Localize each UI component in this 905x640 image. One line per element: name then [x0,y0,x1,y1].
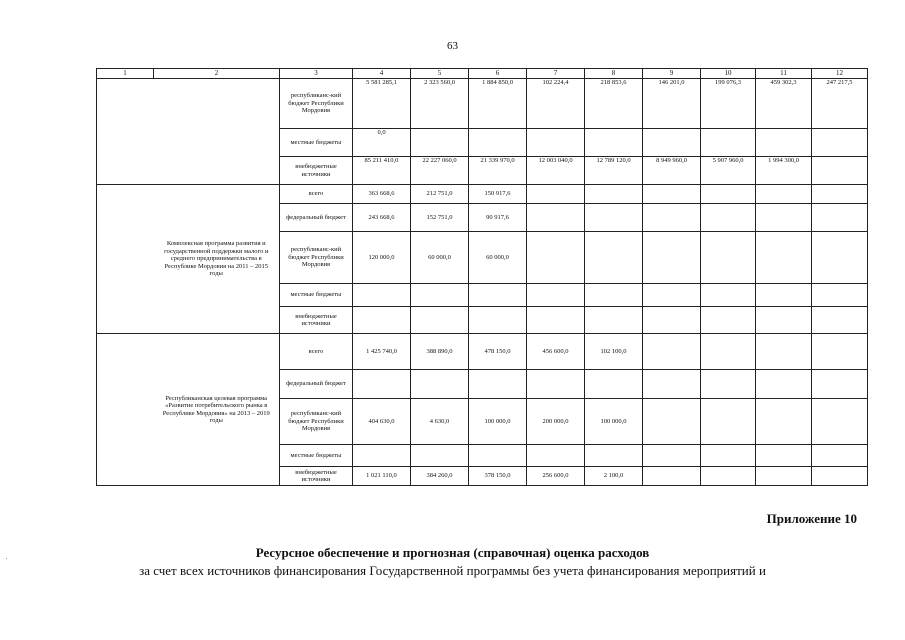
amount-cell: 146 201,0 [643,79,701,129]
funding-source-cell: федеральный бюджет [280,370,353,399]
funding-source-cell: всего [280,334,353,370]
amount-cell [812,445,868,467]
amount-cell [812,370,868,399]
row-group-number-cell [97,79,154,185]
amount-cell [701,129,756,157]
amount-cell: 384 260,0 [411,467,469,486]
amount-cell [353,370,411,399]
amount-cell [701,307,756,334]
funding-source-cell: внебюджетные источники [280,157,353,185]
amount-cell [411,445,469,467]
document-subtitle: за счет всех источников финансирования Государственной программы без учета финансирования мероприятий и [139,563,766,578]
funding-source-cell: республиканс-кий бюджет Республики Мордовия [280,79,353,129]
amount-cell [643,129,701,157]
program-name-cell: Республиканская целевая программа «Развитие потребительского рынка в Республике Мордовия» на 2013 – 2019 годы [154,334,280,486]
column-number-cell: 7 [527,69,585,79]
appendix-label: Приложение 10 [766,511,857,526]
column-number-cell: 5 [411,69,469,79]
amount-cell [643,334,701,370]
column-number-cell: 9 [643,69,701,79]
amount-cell: 60 000,0 [411,232,469,284]
amount-cell [411,129,469,157]
amount-cell [756,307,812,334]
amount-cell [527,129,585,157]
column-number-cell: 11 [756,69,812,79]
program-name-cell [154,79,280,185]
amount-cell: 8 949 960,0 [643,157,701,185]
amount-cell: 5 907 960,0 [701,157,756,185]
amount-cell [756,185,812,204]
amount-cell [701,232,756,284]
budget-table [96,68,868,486]
amount-cell: 1 994 300,0 [756,157,812,185]
row-group-number-cell [97,185,154,334]
amount-cell [701,399,756,445]
amount-cell [527,232,585,284]
amount-cell: 247 217,5 [812,79,868,129]
amount-cell: 199 076,3 [701,79,756,129]
amount-cell [585,307,643,334]
amount-cell [353,284,411,307]
amount-cell: 218 853,6 [585,79,643,129]
amount-cell [756,445,812,467]
amount-cell: 212 751,0 [411,185,469,204]
table-header-row [97,69,868,79]
amount-cell: 363 668,6 [353,185,411,204]
amount-cell: 2 323 560,0 [411,79,469,129]
amount-cell: 21 339 970,0 [469,157,527,185]
column-number-cell: 1 [97,69,154,79]
amount-cell [756,399,812,445]
column-number-cell: 2 [154,69,280,79]
amount-cell [756,204,812,232]
amount-cell [643,232,701,284]
amount-cell: 22 227 060,0 [411,157,469,185]
amount-cell [469,284,527,307]
amount-cell [812,157,868,185]
column-number-cell: 10 [701,69,756,79]
funding-source-cell: республиканс-кий бюджет Республики Мордовия [280,232,353,284]
amount-cell [756,129,812,157]
row-group-number-cell [97,334,154,486]
amount-cell [643,307,701,334]
amount-cell [527,185,585,204]
amount-cell [585,232,643,284]
amount-cell [585,445,643,467]
table-row [97,79,868,129]
program-name-cell: Комплексная программа развития и государственной поддержки малого и среднего предпринимательства в Республике Мордовия на 2011 – 2015 годы [154,185,280,334]
amount-cell [812,232,868,284]
amount-cell: 100 000,0 [585,399,643,445]
amount-cell: 120 000,0 [353,232,411,284]
amount-cell: 5 581 285,1 [353,79,411,129]
amount-cell: 60 000,0 [469,232,527,284]
amount-cell [756,370,812,399]
amount-cell [527,370,585,399]
amount-cell [411,370,469,399]
amount-cell [585,129,643,157]
funding-source-cell: внебюджетные источники [280,467,353,486]
amount-cell: 1 884 850,0 [469,79,527,129]
amount-cell: 90 917,6 [469,204,527,232]
amount-cell [812,334,868,370]
amount-cell: 456 600,0 [527,334,585,370]
amount-cell: 100 000,0 [469,399,527,445]
amount-cell [812,399,868,445]
funding-source-cell: местные бюджеты [280,445,353,467]
funding-source-cell: федеральный бюджет [280,204,353,232]
amount-cell [643,185,701,204]
amount-cell: 0,0 [353,129,411,157]
document-title: Ресурсное обеспечение и прогнозная (справочная) оценка расходов [255,545,650,560]
amount-cell [527,284,585,307]
table-row [97,185,868,204]
budget-table-body [97,69,868,486]
amount-cell [701,204,756,232]
amount-cell: 459 302,3 [756,79,812,129]
amount-cell [756,284,812,307]
amount-cell [812,204,868,232]
amount-cell: 150 917,6 [469,185,527,204]
table-row [97,334,868,370]
amount-cell [585,185,643,204]
amount-cell: 85 211 410,0 [353,157,411,185]
amount-cell [701,185,756,204]
amount-cell [411,284,469,307]
amount-cell [643,467,701,486]
amount-cell [469,445,527,467]
amount-cell: 102 100,0 [585,334,643,370]
amount-cell [527,445,585,467]
amount-cell: 243 668,6 [353,204,411,232]
amount-cell [585,370,643,399]
amount-cell: 388 890,0 [411,334,469,370]
amount-cell [643,399,701,445]
amount-cell: 256 600,0 [527,467,585,486]
amount-cell [701,467,756,486]
amount-cell [643,284,701,307]
amount-cell [643,204,701,232]
amount-cell: 200 000,0 [527,399,585,445]
amount-cell [812,307,868,334]
amount-cell: 1 425 740,0 [353,334,411,370]
amount-cell [701,284,756,307]
funding-source-cell: местные бюджеты [280,284,353,307]
amount-cell [527,307,585,334]
amount-cell: 152 751,0 [411,204,469,232]
amount-cell [812,284,868,307]
amount-cell: 378 150,0 [469,467,527,486]
amount-cell: 12 003 040,0 [527,157,585,185]
amount-cell [585,204,643,232]
amount-cell [353,307,411,334]
amount-cell [469,307,527,334]
amount-cell [812,129,868,157]
funding-source-cell: внебюджетные источники [280,307,353,334]
amount-cell: 478 150,0 [469,334,527,370]
amount-cell [411,307,469,334]
column-number-cell: 4 [353,69,411,79]
amount-cell: 404 630,0 [353,399,411,445]
margin-mark [6,558,7,559]
column-number-cell: 8 [585,69,643,79]
amount-cell [701,334,756,370]
amount-cell [527,204,585,232]
funding-source-cell: местные бюджеты [280,129,353,157]
amount-cell [585,284,643,307]
amount-cell [756,334,812,370]
amount-cell [643,370,701,399]
amount-cell [701,370,756,399]
page-number: 63 [447,40,458,52]
column-number-cell: 3 [280,69,353,79]
amount-cell: 4 630,0 [411,399,469,445]
amount-cell [812,467,868,486]
amount-cell: 2 100,0 [585,467,643,486]
amount-cell [812,185,868,204]
funding-source-cell: всего [280,185,353,204]
amount-cell [756,232,812,284]
column-number-cell: 6 [469,69,527,79]
funding-source-cell: республиканс-кий бюджет Республики Мордовия [280,399,353,445]
amount-cell: 12 789 120,0 [585,157,643,185]
amount-cell: 102 224,4 [527,79,585,129]
amount-cell [469,129,527,157]
column-number-cell: 12 [812,69,868,79]
amount-cell [701,445,756,467]
amount-cell [353,445,411,467]
amount-cell [469,370,527,399]
amount-cell: 1 021 110,0 [353,467,411,486]
amount-cell [643,445,701,467]
amount-cell [756,467,812,486]
